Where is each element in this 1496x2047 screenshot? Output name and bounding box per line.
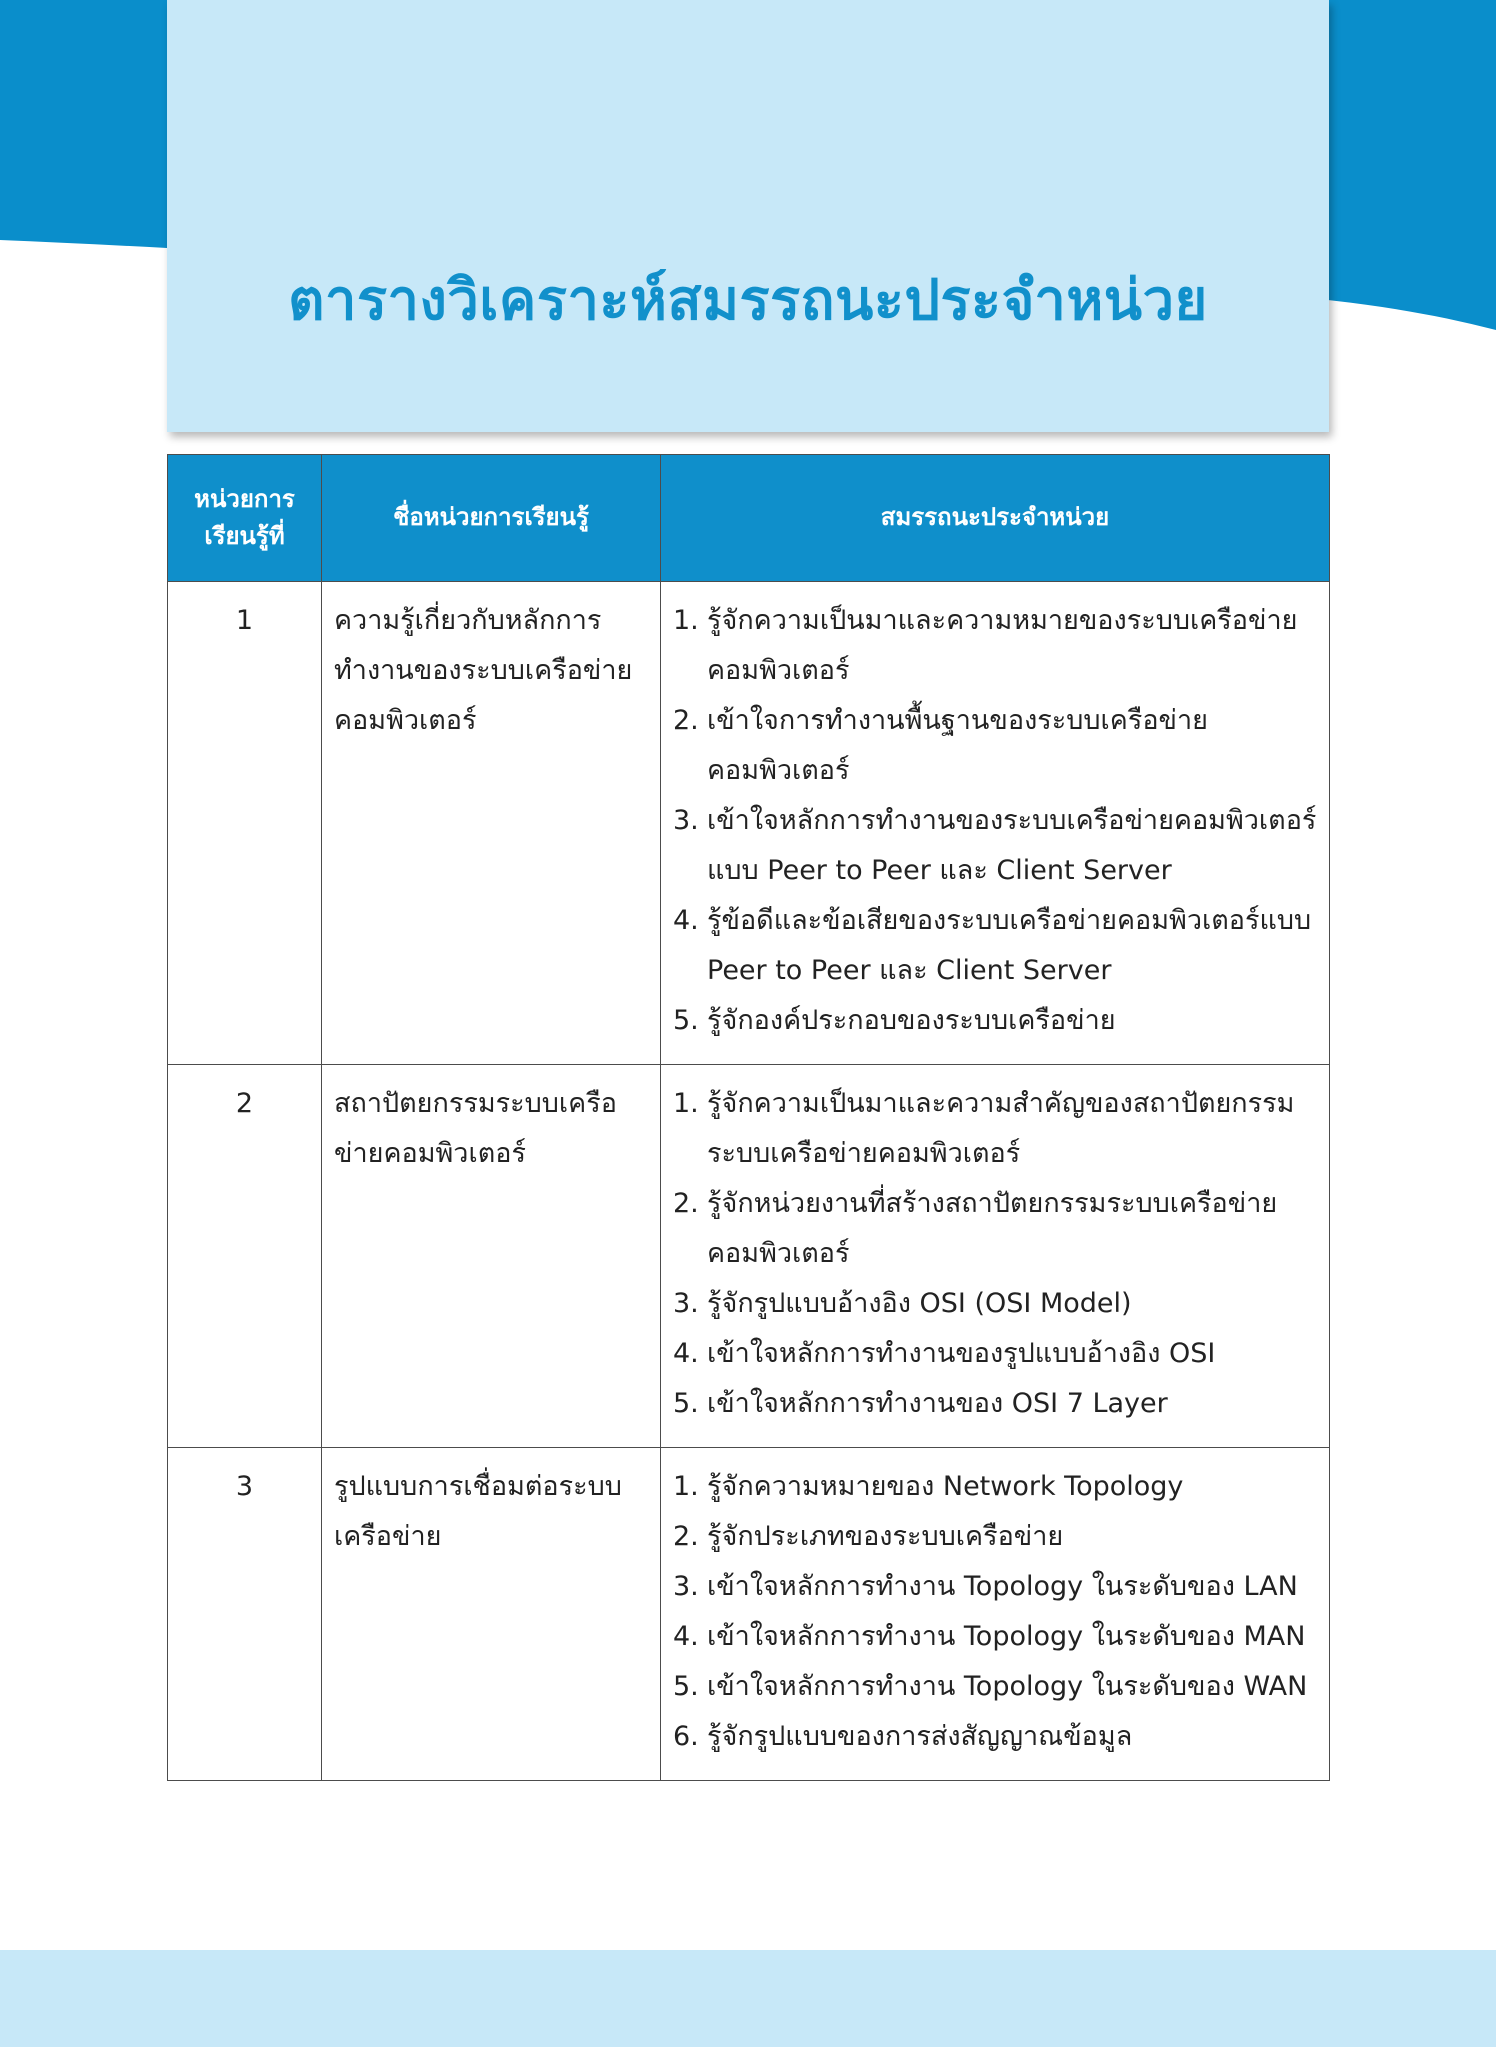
list-item (673, 1712, 1317, 1762)
list-item (673, 1562, 1317, 1612)
table-row (168, 582, 1330, 1065)
item-number: 1. (673, 1471, 699, 1502)
competency-cell (661, 582, 1330, 1065)
item-text: รู้จักรูปแบบอ้างอิง OSI (OSI Model) (707, 1288, 1132, 1319)
list-item (673, 796, 1317, 896)
list-item (673, 896, 1317, 996)
list-item (673, 996, 1317, 1046)
list-item (673, 1662, 1317, 1712)
title-banner (167, 0, 1329, 432)
unit-name-cell: สถาปัตยกรรมระบบเครือข่ายคอมพิวเตอร์ (322, 1065, 661, 1448)
item-text: เข้าใจหลักการทำงาน Topology ในระดับของ MAN (707, 1621, 1306, 1652)
unit-name-cell: รูปแบบการเชื่อมต่อระบบเครือข่าย (322, 1448, 661, 1781)
table-header-row (168, 455, 1330, 582)
table-body (168, 582, 1330, 1781)
list-item (673, 1329, 1317, 1379)
item-text: รู้ข้อดีและข้อเสียของระบบเครือข่ายคอมพิวเตอร์แบบ Peer to Peer และ Client Server (707, 905, 1312, 986)
table-row (168, 1065, 1330, 1448)
item-text: รู้จักความหมายของ Network Topology (707, 1471, 1184, 1502)
competency-table (167, 454, 1330, 1781)
competency-list (673, 596, 1317, 1046)
item-text: รู้จักความเป็นมาและความหมายของระบบเครือข่ายคอมพิวเตอร์ (707, 605, 1298, 686)
item-number: 5. (673, 1005, 699, 1036)
item-text: เข้าใจการทำงานพื้นฐานของระบบเครือข่ายคอมพิวเตอร์ (707, 705, 1208, 786)
unit-number-cell: 1 (168, 582, 322, 1065)
item-number: 4. (673, 1338, 699, 1369)
item-text: เข้าใจหลักการทำงาน Topology ในระดับของ LAN (707, 1571, 1298, 1602)
item-number: 1. (673, 605, 699, 636)
list-item (673, 1179, 1317, 1279)
item-text: เข้าใจหลักการทำงานของระบบเครือข่ายคอมพิวเตอร์แบบ Peer to Peer และ Client Server (707, 805, 1317, 886)
header-unit-number: หน่วยการเรียนรู้ที่ (168, 455, 322, 582)
item-number: 5. (673, 1388, 699, 1419)
list-item (673, 1512, 1317, 1562)
item-number: 6. (673, 1721, 699, 1752)
item-number: 4. (673, 1621, 699, 1652)
header-competency: สมรรถนะประจำหน่วย (661, 455, 1330, 582)
item-text: รู้จักรูปแบบของการส่งสัญญาณข้อมูล (707, 1721, 1133, 1752)
competency-list (673, 1462, 1317, 1762)
unit-name-cell: ความรู้เกี่ยวกับหลักการทำงานของระบบเครือข่ายคอมพิวเตอร์ (322, 582, 661, 1065)
list-item (673, 696, 1317, 796)
competency-cell (661, 1065, 1330, 1448)
item-text: เข้าใจหลักการทำงานของ OSI 7 Layer (707, 1388, 1168, 1419)
item-number: 3. (673, 1571, 699, 1602)
competency-table-container (167, 454, 1329, 1781)
list-item (673, 1462, 1317, 1512)
item-number: 5. (673, 1671, 699, 1702)
item-text: รู้จักหน่วยงานที่สร้างสถาปัตยกรรมระบบเครือข่ายคอมพิวเตอร์ (707, 1188, 1278, 1269)
list-item (673, 1379, 1317, 1429)
item-number: 2. (673, 705, 699, 736)
item-text: เข้าใจหลักการทำงานของรูปแบบอ้างอิง OSI (707, 1338, 1216, 1369)
footer-band (0, 1950, 1496, 2047)
item-text: เข้าใจหลักการทำงาน Topology ในระดับของ WAN (707, 1671, 1308, 1702)
unit-number-cell: 3 (168, 1448, 322, 1781)
competency-cell (661, 1448, 1330, 1781)
competency-list (673, 1079, 1317, 1429)
header-unit-name: ชื่อหน่วยการเรียนรู้ (322, 455, 661, 582)
page-title: ตารางวิเคราะห์สมรรถนะประจำหน่วย (288, 268, 1208, 333)
item-number: 2. (673, 1521, 699, 1552)
list-item (673, 1612, 1317, 1662)
list-item (673, 1279, 1317, 1329)
item-number: 2. (673, 1188, 699, 1219)
item-text: รู้จักองค์ประกอบของระบบเครือข่าย (707, 1005, 1116, 1036)
table-row (168, 1448, 1330, 1781)
item-number: 3. (673, 805, 699, 836)
item-text: รู้จักความเป็นมาและความสำคัญของสถาปัตยกรรมระบบเครือข่ายคอมพิวเตอร์ (707, 1088, 1295, 1169)
list-item (673, 596, 1317, 696)
item-number: 1. (673, 1088, 699, 1119)
unit-number-cell: 2 (168, 1065, 322, 1448)
item-text: รู้จักประเภทของระบบเครือข่าย (707, 1521, 1064, 1552)
item-number: 4. (673, 905, 699, 936)
list-item (673, 1079, 1317, 1179)
item-number: 3. (673, 1288, 699, 1319)
